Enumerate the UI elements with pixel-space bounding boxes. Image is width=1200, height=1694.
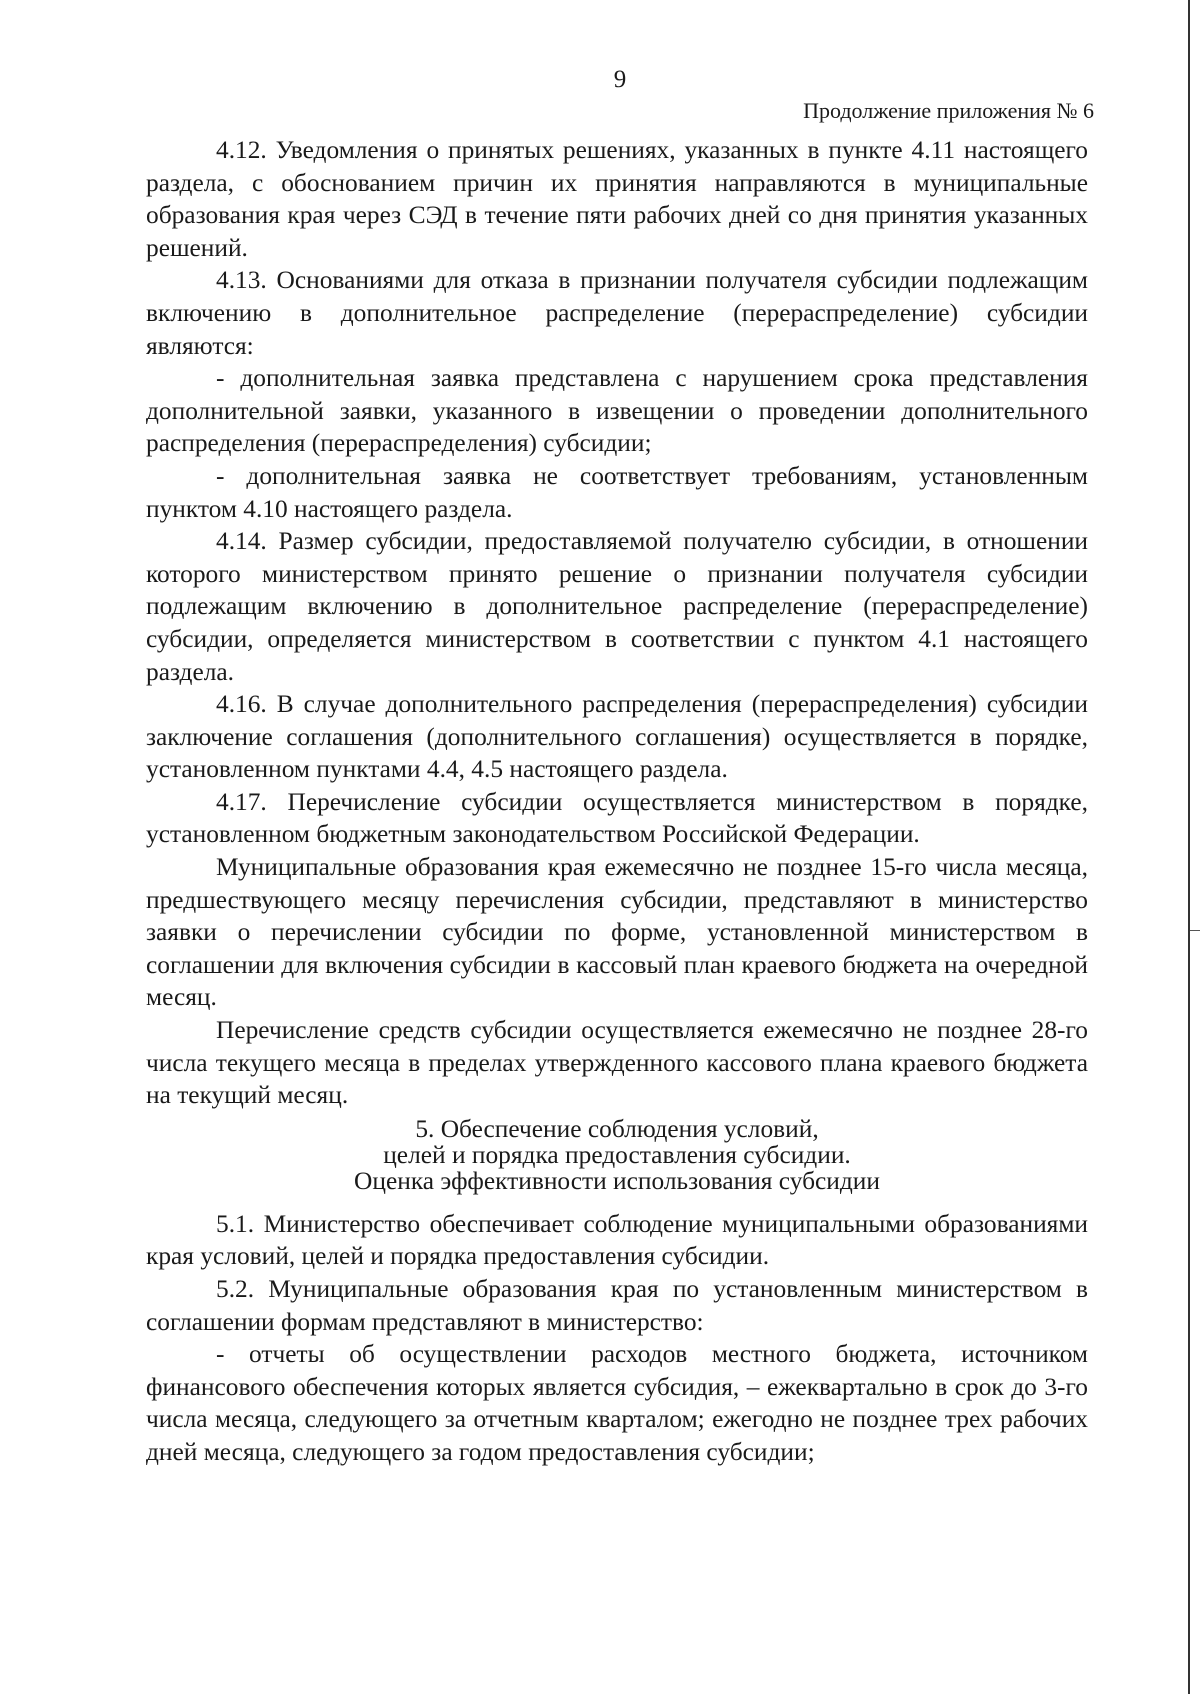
paragraph-5-2-item-1: - отчеты об осуществлении расходов местного бюджета, источником финансового обеспечения которых является субсидия, – ежеквартально в срок до 3-го числа месяца, следующего за отчетным кварталом; ежегодно не позднее трех рабочих дней месяца, следующего за годом предоставления субсидии;: [146, 1340, 1088, 1466]
paragraph-4-12: 4.12. Уведомления о принятых решениях, указанных в пункте 4.11 настоящего раздела, с обоснованием причин их принятия направляются в муниципальные образования края через СЭД в течение пяти рабочих дней со дня принятия указанных решений.: [146, 136, 1088, 262]
paragraph-4-13-item-2: - дополнительная заявка не соответствует требованиям, установленным пунктом 4.10 настоящего раздела.: [146, 461, 1088, 523]
paragraph-4-13-item-1: - дополнительная заявка представлена с нарушением срока представления дополнительной заявки, указанного в извещении о проведении дополнительного распределения (перераспределения) субсидии;: [146, 364, 1088, 458]
paragraph-5-1: 5.1. Министерство обеспечивает соблюдение муниципальными образованиями края условий, целей и порядка предоставления субсидии.: [146, 1209, 1088, 1271]
page-edge-tick: [1190, 930, 1200, 931]
page-edge-line: [1188, 0, 1190, 1694]
section-5-heading-line-2: целей и порядка предоставления субсидии.: [383, 1140, 851, 1169]
section-5-heading-line-1: 5. Обеспечение соблюдения условий,: [415, 1114, 819, 1143]
document-body: [146, 134, 1088, 1469]
appendix-continuation-note: Продолжение приложения № 6: [803, 98, 1094, 123]
paragraph-monthly-transfer: Перечисление средств субсидии осуществляется ежемесячно не позднее 28-го числа текущего месяца в пределах утвержденного кассового плана краевого бюджета на текущий месяц.: [146, 1016, 1088, 1110]
section-5-heading: [146, 1116, 1088, 1194]
paragraph-4-14: 4.14. Размер субсидии, предоставляемой получателю субсидии, в отношении которого министерством принято решение о признании получателя субсидии подлежащим включению в дополнительное распределение (перераспределение) субсидии, определяется министерством в соответствии с пунктом 4.1 настоящего раздела.: [146, 527, 1088, 686]
page-number: 9: [613, 66, 627, 93]
paragraph-monthly-requests: Муниципальные образования края ежемесячно не позднее 15-го числа месяца, предшествующего месяцу перечисления субсидии, представляют в министерство заявки о перечислении субсидии по форме, установленной министерством в соглашении для включения субсидии в кассовый план краевого бюджета на очередной месяц.: [146, 853, 1088, 1012]
paragraph-4-17: 4.17. Перечисление субсидии осуществляется министерством в порядке, установленном бюджетным законодательством Российской Федерации.: [146, 787, 1088, 849]
paragraph-4-16: 4.16. В случае дополнительного распределения (перераспределения) субсидии заключение соглашения (дополнительного соглашения) осуществляется в порядке, установленном пунктами 4.4, 4.5 настоящего раздела.: [146, 690, 1088, 784]
paragraph-5-2: 5.2. Муниципальные образования края по установленным министерством в соглашении формам представляют в министерство:: [146, 1275, 1088, 1336]
section-5-heading-line-3: Оценка эффективности использования субсидии: [354, 1166, 880, 1195]
paragraph-4-13: 4.13. Основаниями для отказа в признании получателя субсидии подлежащим включению в дополнительное распределение (перераспределение) субсидии являются:: [146, 266, 1088, 360]
